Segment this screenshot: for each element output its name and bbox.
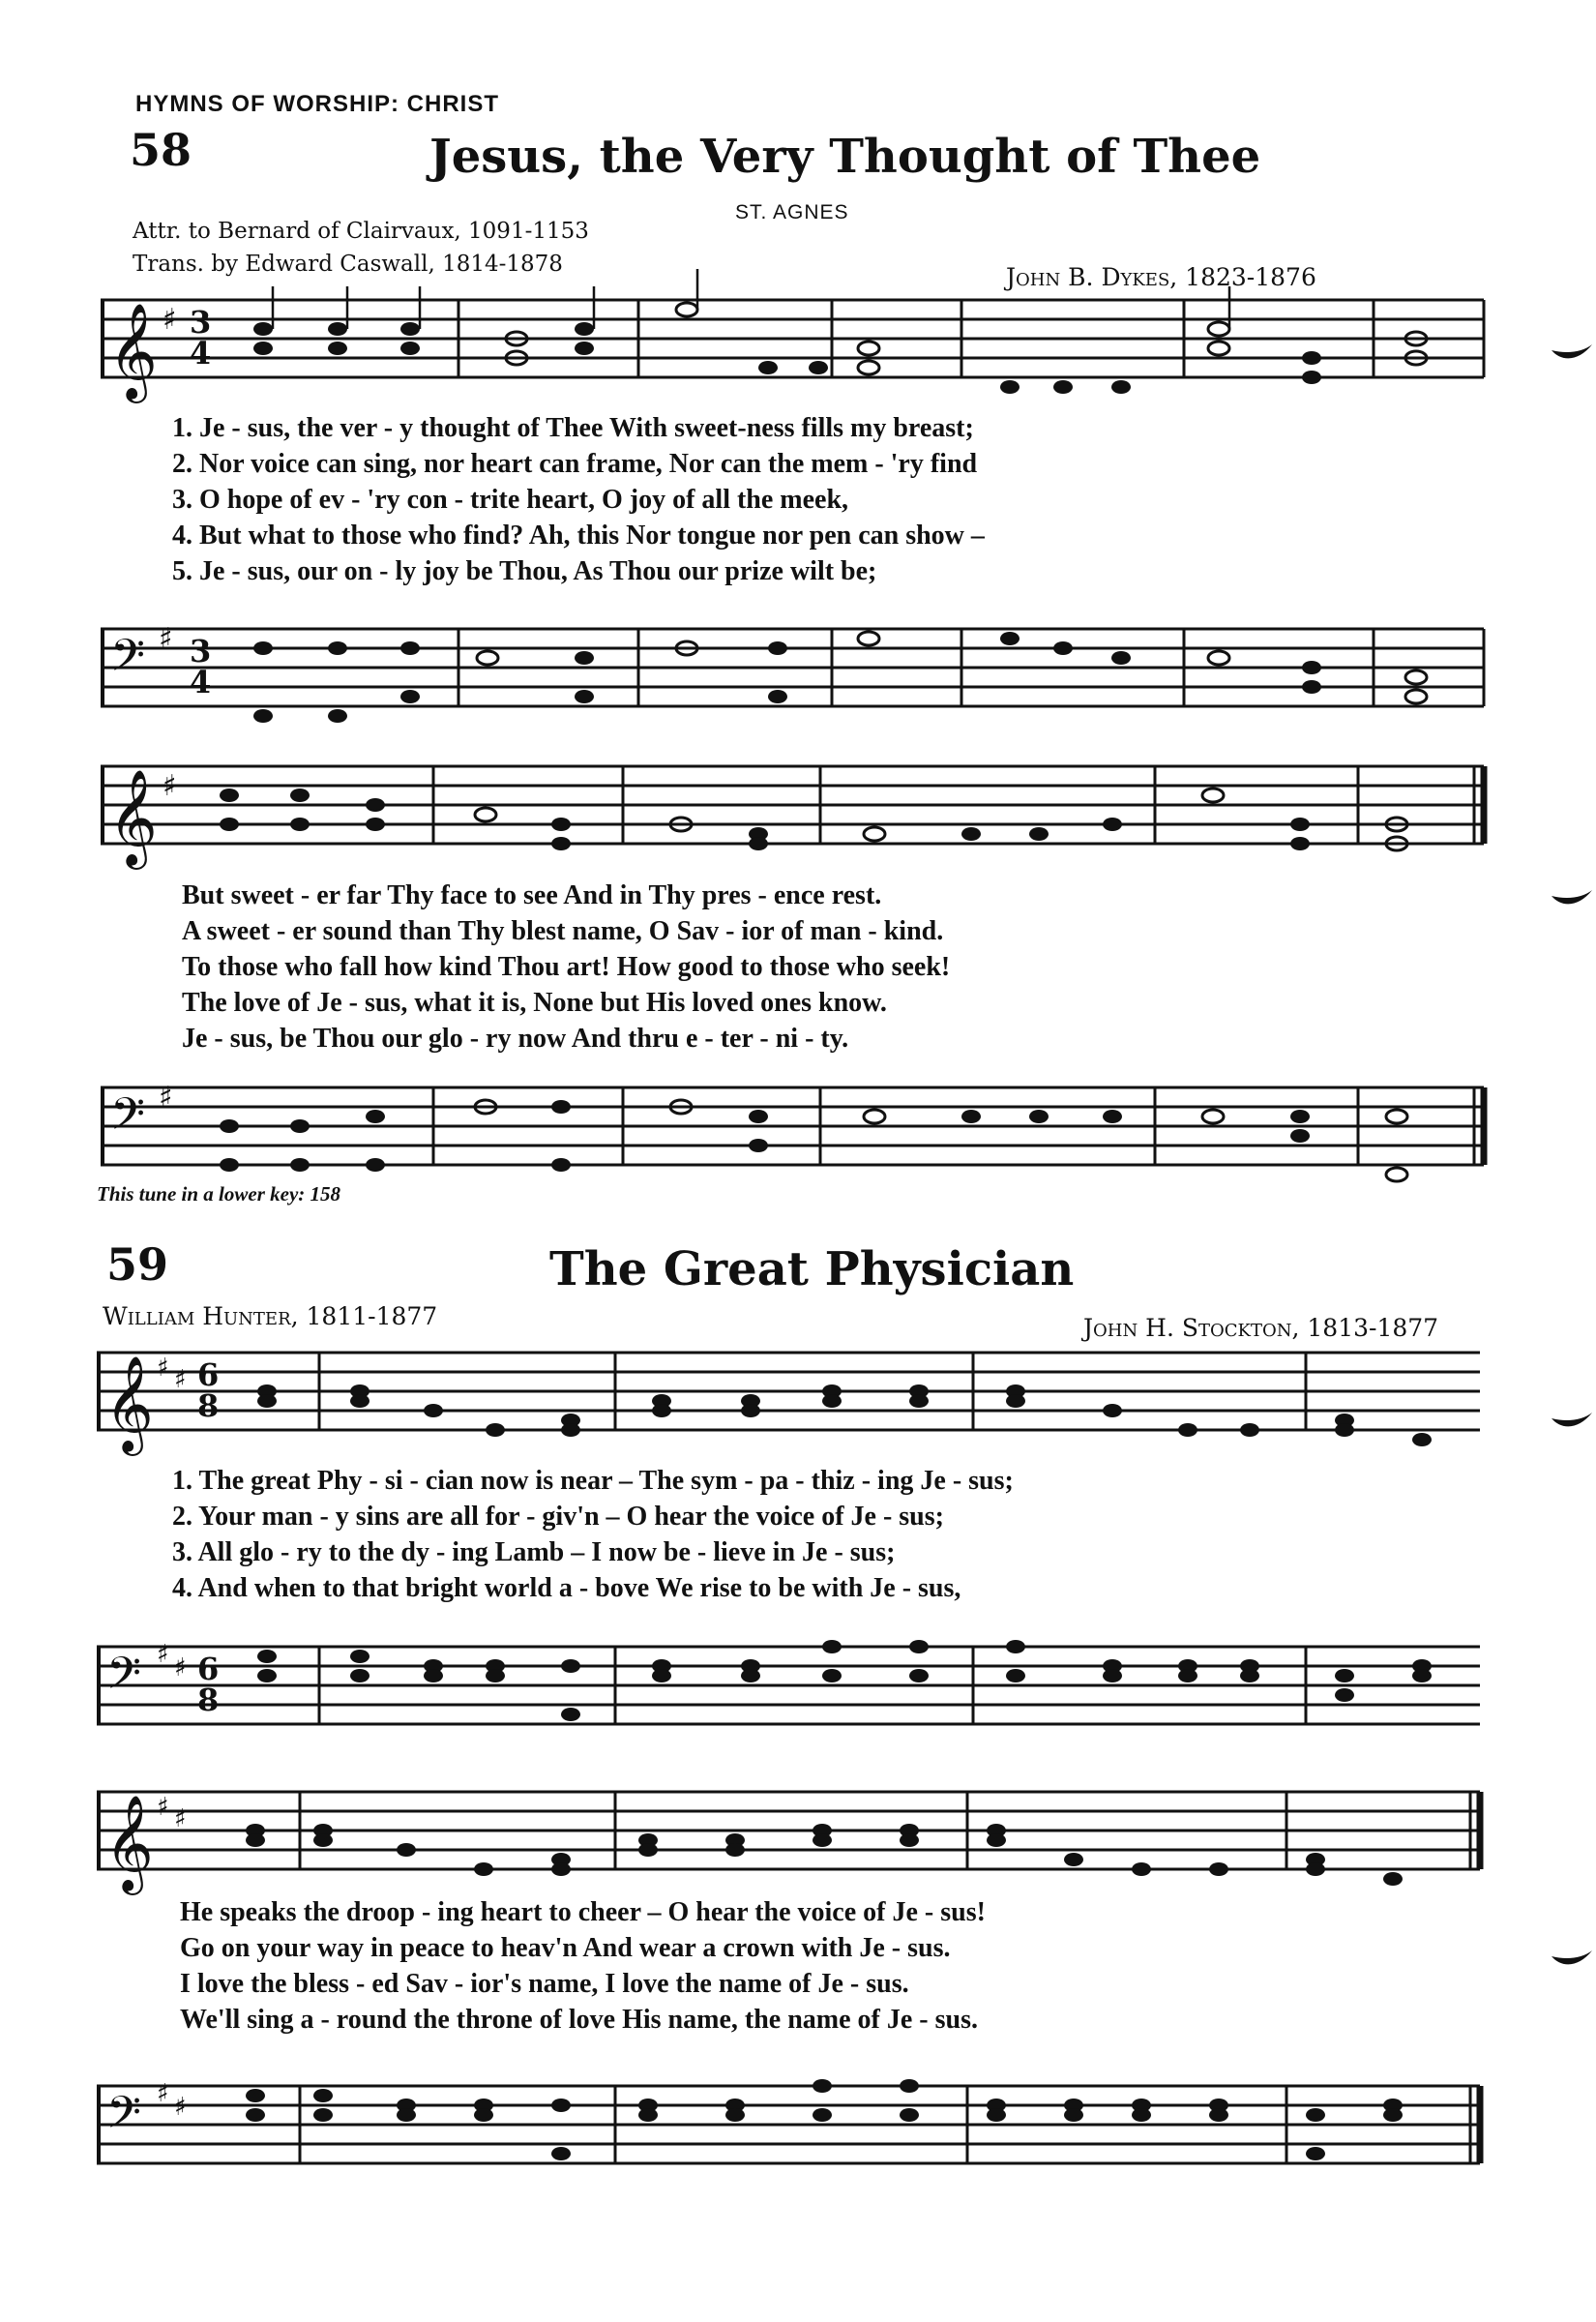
svg-text:𝄢: 𝄢 <box>106 2087 142 2150</box>
svg-text:6: 6 <box>197 1651 220 1687</box>
svg-text:3: 3 <box>190 633 212 670</box>
svg-text:8: 8 <box>197 1387 220 1424</box>
verse-line: Je - sus, be Thou our glo - ry now And thru e - ter - ni - ty. <box>182 1024 849 1054</box>
verse-line: 2. Nor voice can sing, nor heart can frame, Nor can the mem - 'ry find <box>172 449 978 479</box>
verse-line: 4. But what to those who find? Ah, this Nor tongue nor pen can show – <box>172 521 985 551</box>
footnote-58: This tune in a lower key: 158 <box>97 1182 341 1206</box>
svg-text:♯: ♯ <box>159 1081 173 1115</box>
lyrics-58-system-2 <box>182 878 950 1057</box>
svg-text:♯: ♯ <box>157 1354 169 1383</box>
verse-line: To those who fall how kind Thou art! How good to those who seek! <box>182 952 951 982</box>
hymn-number-58: 58 <box>130 124 192 176</box>
treble-staff-59-system-1 <box>97 1339 1490 1455</box>
bass-staff-58-system-2 <box>101 1074 1493 1190</box>
tune-name-58: ST. AGNES <box>735 201 849 223</box>
svg-text:♯: ♯ <box>174 2093 187 2122</box>
svg-text:4: 4 <box>190 335 212 372</box>
svg-text:♯: ♯ <box>157 2079 169 2108</box>
translation-credit-58: Trans. by Edward Caswall, 1814-1878 <box>133 252 563 277</box>
hymn-title-58: Jesus, the Very Thought of Thee <box>429 130 1261 184</box>
svg-text:8: 8 <box>197 1682 220 1718</box>
svg-text:♯: ♯ <box>163 303 177 337</box>
svg-text:♯: ♯ <box>174 1653 187 1682</box>
svg-text:♯: ♯ <box>174 1365 187 1394</box>
svg-text:𝄞: 𝄞 <box>104 1795 154 1891</box>
bass-staff-58-system-1 <box>101 615 1493 731</box>
svg-text:6: 6 <box>197 1356 220 1393</box>
lyrics-59-system-2 <box>180 1894 986 2038</box>
verse-line: 1. Je - sus, the ver - y thought of Thee With sweet-ness fills my breast; <box>172 413 974 443</box>
verse-line: But sweet - er far Thy face to see And in Thy pres - ence rest. <box>182 880 882 910</box>
page-edge-mark-icon <box>1550 878 1594 911</box>
svg-text:♯: ♯ <box>163 769 177 803</box>
page-edge-mark-icon <box>1550 1939 1594 1972</box>
svg-text:♯: ♯ <box>157 1640 169 1669</box>
verse-line: The love of Je - sus, what it is, None but His loved ones know. <box>182 988 887 1018</box>
verse-line: 3. All glo - ry to the dy - ing Lamb – I now be - lieve in Je - sus; <box>172 1537 896 1567</box>
treble-staff-58-system-1 <box>101 286 1493 402</box>
bass-staff-59-system-1 <box>97 1633 1490 1749</box>
svg-text:𝄢: 𝄢 <box>106 1648 142 1711</box>
section-title: HYMNS OF WORSHIP: CHRIST <box>135 91 499 117</box>
page-edge-mark-icon <box>1550 333 1594 366</box>
music-credit-59: John H. Stockton, 1813-1877 <box>1083 1314 1439 1342</box>
svg-text:♯: ♯ <box>174 1804 187 1833</box>
svg-text:𝄞: 𝄞 <box>104 1355 154 1452</box>
text-credit-58: Attr. to Bernard of Clairvaux, 1091-1153 <box>133 219 589 244</box>
verse-line: 4. And when to that bright world a - bove We rise to be with Je - sus, <box>172 1573 961 1603</box>
svg-text:4: 4 <box>190 664 212 700</box>
svg-text:3: 3 <box>190 304 212 341</box>
svg-text:𝄞: 𝄞 <box>108 303 158 400</box>
svg-text:♯: ♯ <box>159 622 173 656</box>
verse-line: I love the bless - ed Sav - ior's name, I love the name of Je - sus. <box>180 1969 909 1999</box>
hymn-title-59: The Great Physician <box>549 1242 1075 1296</box>
verse-line: 5. Je - sus, our on - ly joy be Thou, As Thou our prize wilt be; <box>172 556 877 586</box>
music-credit-58: John B. Dykes, 1823-1876 <box>1006 263 1316 291</box>
text-credit-59: William Hunter, 1811-1877 <box>103 1302 438 1330</box>
lyrics-59-system-1 <box>172 1463 1014 1606</box>
verse-line: He speaks the droop - ing heart to cheer – O hear the voice of Je - sus! <box>180 1897 986 1927</box>
treble-staff-58-system-2 <box>101 753 1493 869</box>
verse-line: 3. O hope of ev - 'ry con - trite heart, O joy of all the meek, <box>172 485 849 515</box>
svg-text:♯: ♯ <box>157 1793 169 1822</box>
verse-line: 2. Your man - y sins are all for - giv'n – O hear the voice of Je - sus; <box>172 1502 944 1532</box>
svg-text:𝄞: 𝄞 <box>108 769 158 866</box>
verse-line: We'll sing a - round the throne of love His name, the name of Je - sus. <box>180 2005 978 2035</box>
hymn-number-59: 59 <box>106 1238 169 1291</box>
svg-text:𝄢: 𝄢 <box>110 1088 146 1151</box>
verse-line: A sweet - er sound than Thy blest name, O Sav - ior of man - kind. <box>182 916 944 946</box>
verse-line: 1. The great Phy - si - cian now is near – The sym - pa - thiz - ing Je - sus; <box>172 1466 1014 1496</box>
treble-staff-59-system-2 <box>97 1778 1490 1894</box>
verse-line: Go on your way in peace to heav'n And wear a crown with Je - sus. <box>180 1933 951 1963</box>
page-edge-mark-icon <box>1550 1401 1594 1434</box>
lyrics-58-system-1 <box>172 410 985 589</box>
svg-text:𝄢: 𝄢 <box>110 630 146 693</box>
bass-staff-59-system-2 <box>97 2072 1490 2188</box>
